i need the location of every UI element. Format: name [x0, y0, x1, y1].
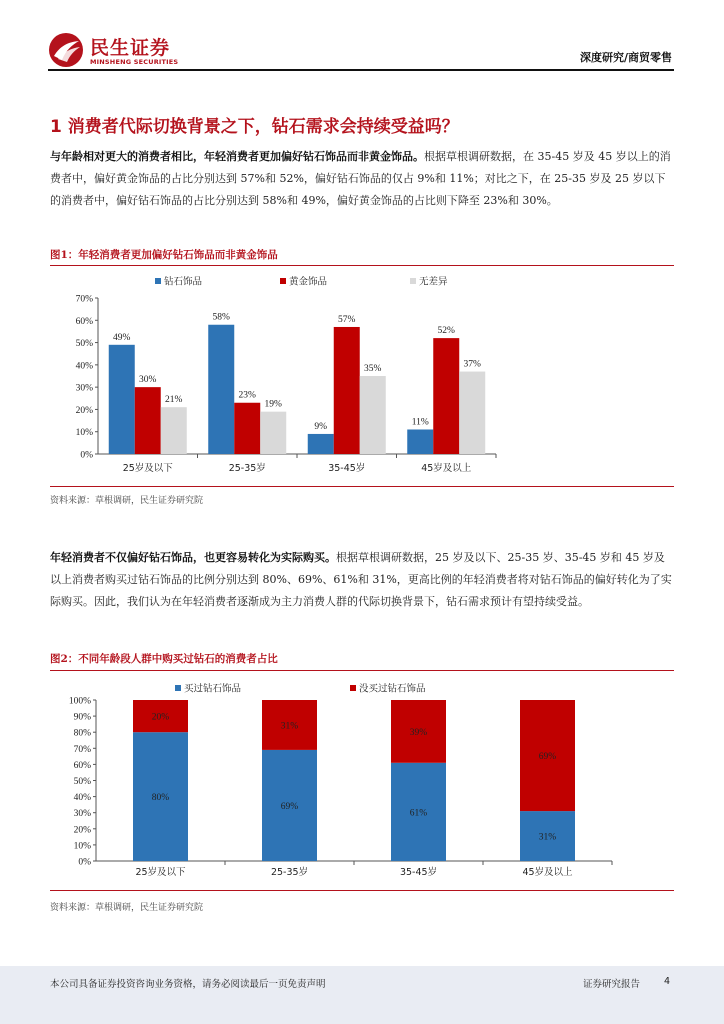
- y-tick-label: 0%: [78, 857, 91, 868]
- y-tick-label: 10%: [75, 428, 93, 439]
- y-tick-label: 100%: [68, 696, 91, 707]
- y-tick-label: 10%: [73, 841, 91, 852]
- y-tick-label: 40%: [73, 793, 91, 804]
- legend-label: 黄金饰品: [289, 276, 328, 288]
- figure-2-title: 图2：不同年龄段人群中购买过钻石的消费者占比: [50, 653, 278, 665]
- figure-2-source: 资料来源：草根调研，民生证券研究院: [50, 903, 204, 913]
- y-tick-label: 40%: [75, 361, 93, 372]
- y-tick-label: 60%: [73, 760, 91, 771]
- paragraph-2: [50, 547, 674, 613]
- figure-2-title-rule: [50, 670, 674, 671]
- x-category-label: 45岁及以上: [522, 867, 573, 878]
- data-label: 31%: [538, 832, 557, 843]
- data-label: 52%: [437, 326, 455, 337]
- bar: [161, 407, 187, 454]
- page-header: [0, 0, 724, 74]
- figure-2-chart: [50, 672, 674, 888]
- paragraph-1-body: 根据草根调研数据，在 35-45 岁及 45 岁以上的消费者中，偏好黄金饰品的占比分别达到 57%和 52%，偏好钻石饰品的仅占 9%和 11%；对比之下，在 25-35 岁及 25 岁以下的消费者中，偏好钻石饰品的占比分别达到 58%和 49%，偏好黄金饰品的占比则下降至 23%和 30%。: [50, 150, 671, 207]
- y-tick-label: 90%: [73, 712, 91, 723]
- y-tick-label: 70%: [73, 744, 91, 755]
- data-label: 11%: [411, 417, 429, 428]
- y-tick-label: 20%: [73, 825, 91, 836]
- bar: [208, 325, 234, 454]
- page-number: 4: [664, 976, 671, 987]
- paragraph-1: [50, 146, 674, 212]
- data-label: 9%: [314, 421, 328, 432]
- bar: [433, 338, 459, 454]
- data-label: 57%: [338, 314, 356, 325]
- data-label: 80%: [151, 793, 170, 804]
- bar: [260, 412, 286, 454]
- page-footer: [0, 966, 724, 1024]
- x-category-label: 25-35岁: [270, 867, 309, 878]
- bar: [135, 387, 161, 454]
- data-label: 69%: [538, 752, 557, 763]
- legend-label: 买过钻石饰品: [184, 683, 242, 695]
- figure-1-bottom-rule: [50, 486, 674, 487]
- data-label: 69%: [280, 801, 299, 812]
- figure-2-bottom-rule: [50, 890, 674, 891]
- data-label: 37%: [463, 359, 481, 370]
- legend-label: 没买过钻石饰品: [359, 683, 426, 695]
- data-label: 61%: [409, 808, 428, 819]
- x-category-label: 35-45岁: [399, 867, 438, 878]
- data-label: 49%: [113, 332, 131, 343]
- legend-label: 无差异: [419, 276, 448, 288]
- x-category-label: 25岁及以下: [122, 463, 173, 474]
- logo-text-cn: 民生证券: [90, 37, 171, 59]
- x-category-label: 45岁及以上: [421, 463, 472, 474]
- header-divider: [48, 69, 674, 71]
- data-label: 30%: [139, 375, 157, 386]
- figure-1-title-rule: [50, 265, 674, 266]
- y-tick-label: 0%: [80, 450, 93, 461]
- bar: [308, 434, 334, 454]
- bar: [360, 376, 386, 454]
- data-label: 20%: [151, 712, 170, 723]
- data-label: 58%: [212, 312, 230, 323]
- y-tick-label: 80%: [73, 728, 91, 739]
- bar: [234, 403, 260, 454]
- x-category-label: 25岁及以下: [135, 867, 186, 878]
- logo-text-en: MINSHENG SECURITIES: [90, 58, 179, 66]
- paragraph-2-body: 根据草根调研数据，25 岁及以下、25-35 岁、35-45 岁和 45 岁及以上消费者购买过钻石饰品的比例分别达到 80%、69%、61%和 31%，更高比例的年轻消费者将对钻石饰品的偏好转化为了实际购买。因此，我们认为在年轻消费者逐渐成为主力消费人群的代际切换背景下，钻石需求预计有望持续受益。: [50, 551, 672, 608]
- y-tick-label: 50%: [73, 777, 91, 787]
- data-label: 31%: [280, 721, 299, 732]
- legend-swatch: [410, 278, 416, 284]
- data-label: 21%: [165, 395, 183, 406]
- y-tick-label: 30%: [75, 383, 93, 394]
- paragraph-2-lead: 年轻消费者不仅偏好钻石饰品，也更容易转化为实际购买。: [50, 551, 336, 564]
- data-label: 19%: [264, 399, 282, 410]
- bar: [459, 372, 485, 454]
- bar: [334, 327, 360, 454]
- figure-1-title: 图1：年轻消费者更加偏好钻石饰品而非黄金饰品: [50, 249, 278, 261]
- data-label: 23%: [238, 390, 256, 401]
- paragraph-1-lead: 与年龄相对更大的消费者相比，年轻消费者更加偏好钻石饰品而非黄金饰品。: [50, 150, 424, 163]
- report-category: 深度研究/商贸零售: [579, 51, 672, 64]
- legend-swatch: [175, 685, 181, 691]
- data-label: 35%: [364, 364, 382, 374]
- legend-label: 钻石饰品: [164, 276, 203, 288]
- y-tick-label: 50%: [75, 339, 93, 350]
- section-title: 1 消费者代际切换背景之下，钻石需求会持续受益吗？: [50, 117, 459, 137]
- legend-swatch: [350, 685, 356, 691]
- legend-swatch: [155, 278, 161, 284]
- bar: [407, 429, 433, 454]
- x-category-label: 35-45岁: [328, 463, 366, 474]
- bar: [109, 345, 135, 454]
- x-category-label: 25-35岁: [228, 463, 266, 474]
- legend-swatch: [280, 278, 286, 284]
- data-label: 39%: [409, 727, 428, 738]
- y-tick-label: 20%: [75, 405, 93, 416]
- footer-report-type: 证券研究报告: [583, 979, 641, 990]
- minsheng-logo-icon: [48, 32, 84, 68]
- footer-disclaimer: 本公司具备证券投资咨询业务资格，请务必阅读最后一页免责声明: [50, 979, 326, 990]
- y-tick-label: 60%: [75, 316, 93, 327]
- figure-1-source: 资料来源：草根调研，民生证券研究院: [50, 496, 204, 506]
- figure-1-chart: [50, 268, 674, 484]
- y-tick-label: 30%: [73, 809, 91, 820]
- y-tick-label: 70%: [75, 294, 93, 305]
